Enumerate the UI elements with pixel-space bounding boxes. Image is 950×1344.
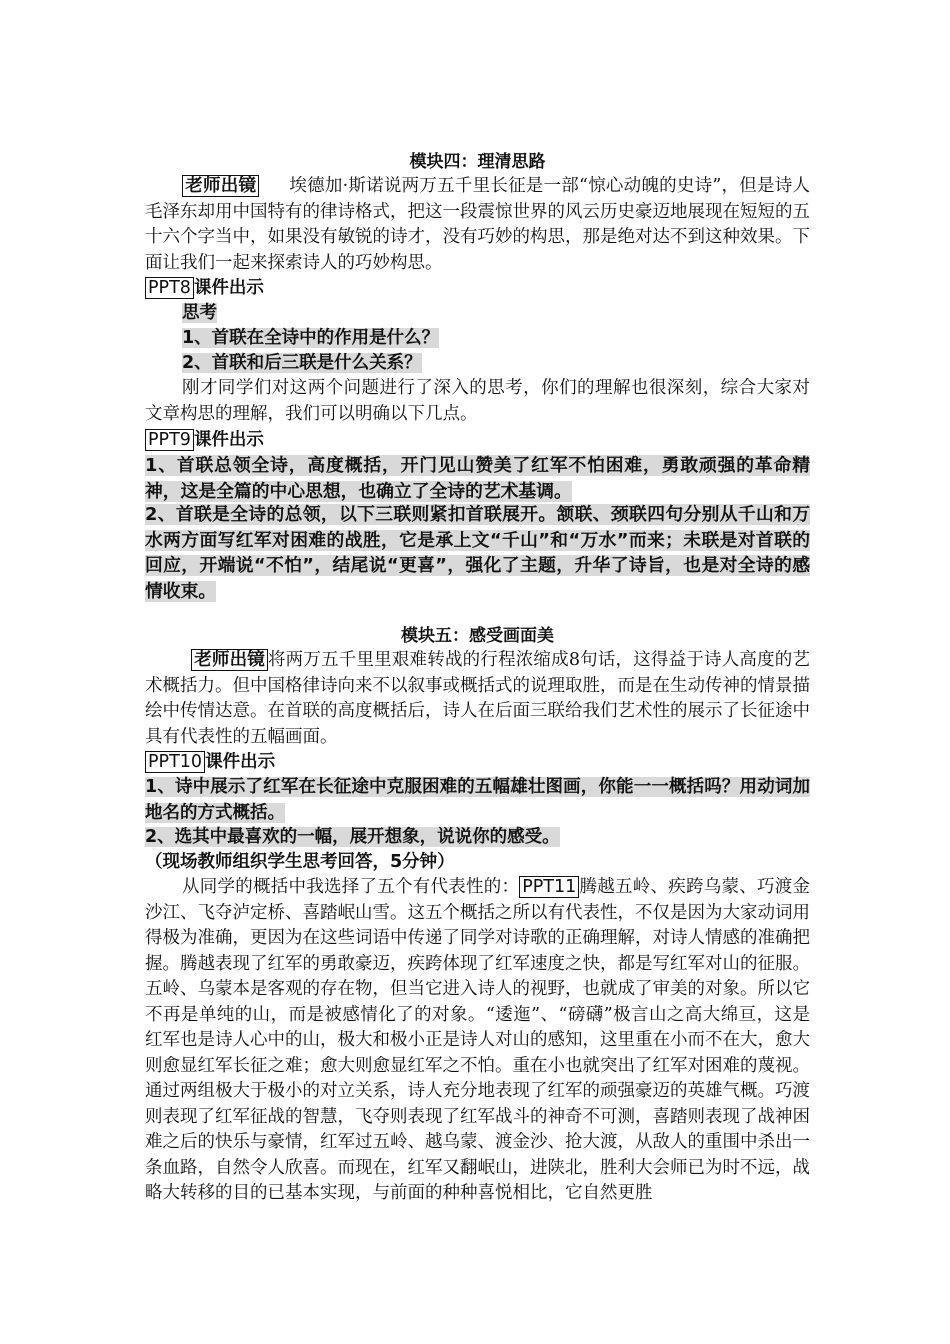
think-label: 思考 (182, 303, 217, 323)
module4-intro (145, 174, 810, 276)
module4-intro-block (145, 174, 810, 276)
module5-body (145, 875, 810, 1207)
ppt9-line (145, 428, 810, 454)
module5-title: 模块五：感受画面美 (401, 626, 554, 646)
module4-summary-block (145, 376, 810, 427)
point-1: 1、首联总领全诗，高度概括，开门见山赞美了红军不怕困难，勇敢顽强的革命精神，这是全篇的中心思想，也确立了全诗的艺术基调。 (145, 455, 810, 502)
question-1: 1、首联在全诗中的作用是什么？ (182, 328, 440, 348)
module5-body-lead: 从同学的概括中我选择了五个有代表性的： (182, 877, 520, 897)
point-1-block (145, 453, 810, 504)
ppt8-line (145, 276, 810, 302)
teacher-tag-2: 老师出镜 (191, 649, 268, 671)
module5-intro-text: 将两万五千里里艰难转战的行程浓缩成8句话，这得益于诗人高度的艺术概括力。但中国格律诗向来不以叙事或概括式的说理取胜，而是在生动传神的情景描绘中传情达意。在首联的高度概括后，诗人在后面三联给我们艺术性的展示了长征途中具有代表性的五幅画面。 (145, 650, 810, 747)
ppt11-tag: PPT11 (519, 876, 579, 898)
module4-title: 模块四：理清思路 (409, 152, 546, 172)
ppt9-label: 课件出示 (193, 430, 264, 450)
module5-intro-block (145, 648, 810, 750)
module5-intro (145, 648, 810, 750)
point-2-block (145, 502, 810, 604)
module5-body-text: 腾越五岭、疾跨乌蒙、巧渡金沙江、飞夺泸定桥、喜踏岷山雪。这五个概括之所以有代表性，不仅是因为大家动词用得极为准确，更因为在这些词语中传递了同学对诗歌的正确理解，对诗人情感的准确把握。腾越表现了红军的勇敢豪迈，疾跨体现了红军速度之快，都是写红军对山的征服。五岭、乌蒙本是客观的存在物，但当它进入诗人的视野，也就成了审美的对象。所以它不再是单纯的山，而是被感情化了的对象。“逶迤”、“磅礴”极言山之高大绵亘，这是红军也是诗人心中的山，极大和极小正是诗人对山的感知，这里重在小而不在大，愈大则愈显红军长征之难；愈大则愈显红军之不怕。重在小也就突出了红军对困难的蔑视。通过两组极大于极小的对立关系，诗人充分地表现了红军的顽强豪迈的英雄气概。巧渡则表现了红军征战的智慧，飞夺则表现了红军战斗的神奇不可测，喜踏则表现了战神困难之后的快乐与豪情，红军过五岭、越乌蒙、渡金沙、抢大渡，从敌人的重围中杀出一条血路，自然令人欣喜。而现在，红军又翻岷山，进陕北，胜利大会师已为时不远，战略大转移的目的已基本实现，与前面的种种喜悦相比，它自然更胜 (145, 877, 810, 1203)
ppt8-label: 课件出示 (193, 278, 264, 298)
teacher-note: （现场教师组织学生思考回答，5分钟） (145, 852, 455, 872)
ppt8-tag: PPT8 (145, 277, 194, 299)
task-2: 2、选其中最喜欢的一幅，展开想象，说说你的感受。 (145, 827, 560, 847)
question-2: 2、首联和后三联是什么关系？ (182, 353, 422, 373)
teacher-tag: 老师出镜 (182, 175, 259, 197)
ppt10-line (145, 750, 810, 776)
ppt9-tag: PPT9 (145, 429, 194, 451)
ppt10-tag: PPT10 (145, 751, 205, 773)
task-2-line (145, 825, 810, 851)
module5-body-block (145, 875, 810, 1207)
task-1-block (145, 775, 810, 826)
module4-intro-text: 埃德加·斯诺说两万五千里长征是一部“惊心动魄的史诗”，但是诗人毛泽东却用中国特有的律诗格式，把这一段震惊世界的风云历史豪迈地展现在短短的五十六个字当中，如果没有敏锐的诗才，没有巧妙的构思，那是绝对达不到这种效果。下面让我们一起来探索诗人的巧妙构思。 (145, 176, 810, 273)
task-1: 1、诗中展示了红军在长征途中克服困难的五幅雄壮图画，你能一一概括吗？用动词加地名的方式概括。 (145, 777, 810, 823)
ppt10-label: 课件出示 (205, 752, 276, 772)
point-2: 2、首联是全诗的总领，以下三联则紧扣首联展开。颔联、颈联四句分别从千山和万水两方面写红军对困难的战胜，它是承上文“千山”和“万水”而来；未联是对首联的回应，开端说“不怕”，结尾说“更喜”，强化了主题，升华了诗旨，也是对全诗的感情收束。 (145, 504, 810, 602)
module4-summary: 刚才同学们对这两个问题进行了深入的思考，你们的理解也很深刻，综合大家对文章构思的理解，我们可以明确以下几点。 (145, 378, 810, 424)
